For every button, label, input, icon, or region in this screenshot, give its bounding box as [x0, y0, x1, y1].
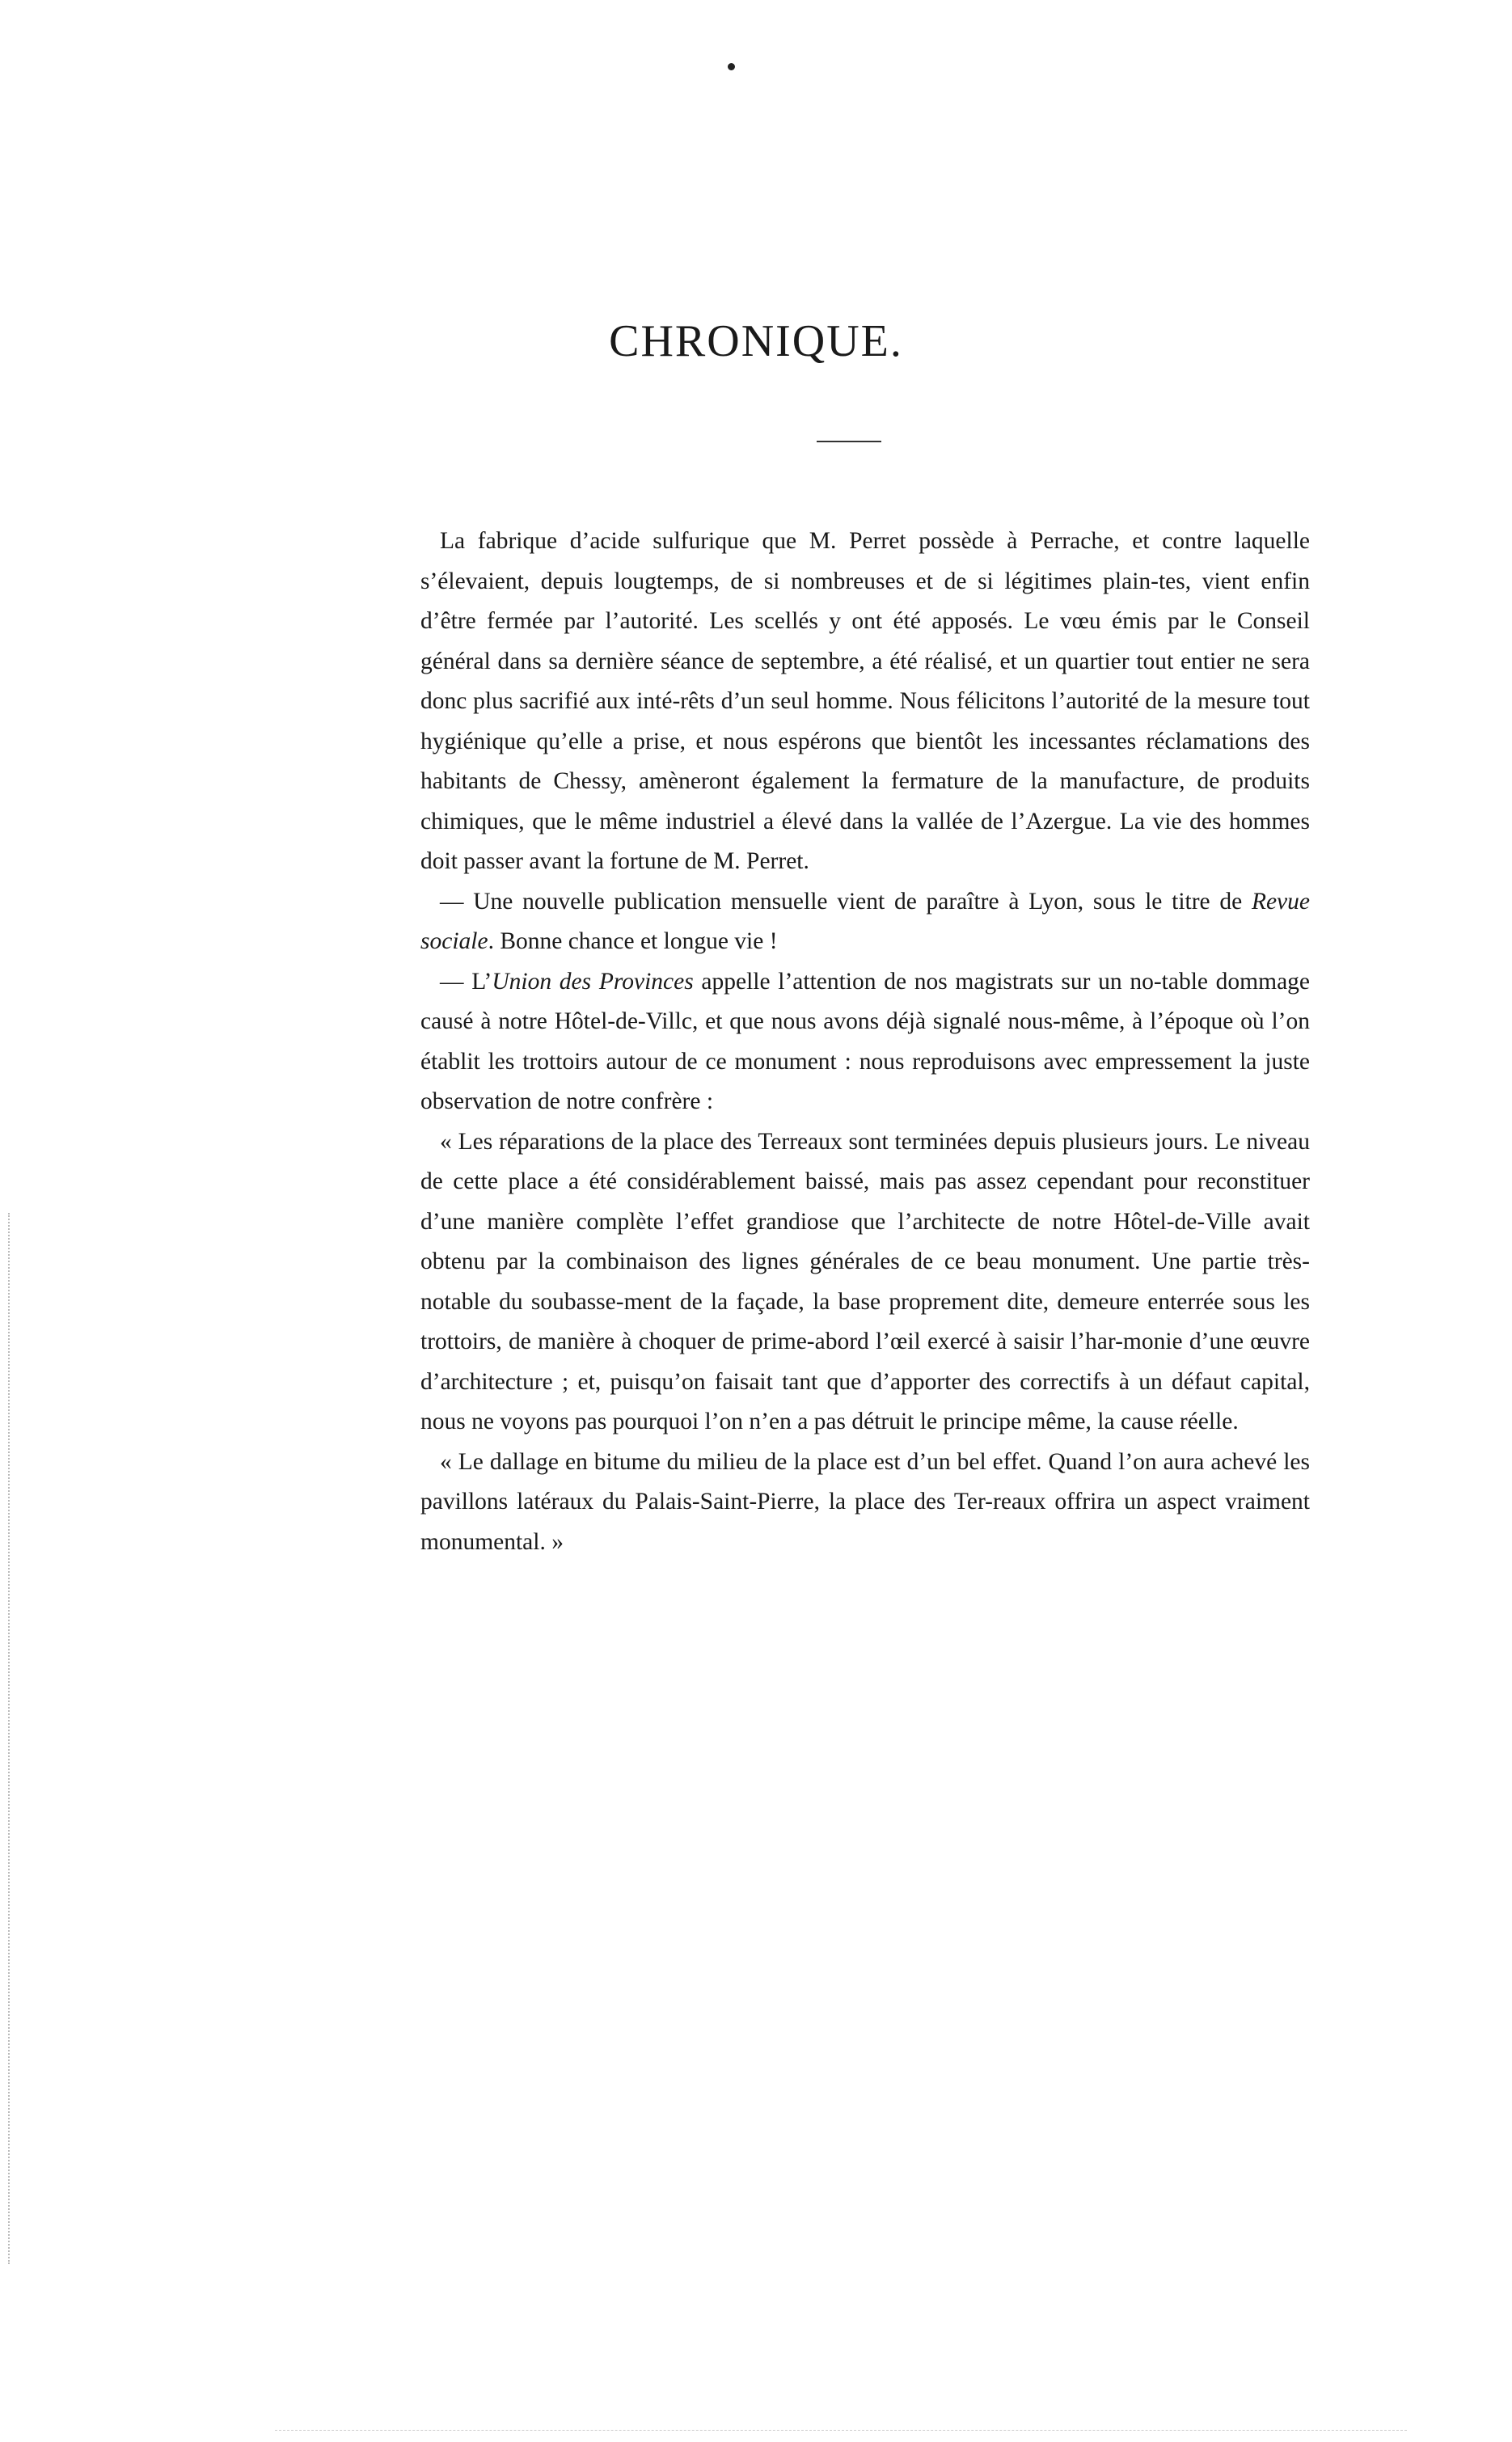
union-body-text: appelle l’attention de nos magistrats sur un no-table dommage causé à notre Hôtel-de-Villc, et que nous avons déjà signalé nous-même, à l’époque où l’on établit les trottoirs autour de ce monument : nous reproduisons avec empressement la juste observation de notre confrère :	[420, 968, 1311, 1114]
ink-dot	[728, 63, 735, 70]
paragraph-revue-sociale	[420, 882, 1310, 962]
paragraph-quote-terreaux: « Les réparations de la place des Terreaux sont terminées depuis plusieurs jours. Le niveau de cette place a été considérablement baissé, mais pas assez cependant pour reconstituer d’une manière complète l’effet grandiose que l’architecte de notre Hôtel-de-Ville avait obtenu par la combinaison des lignes générales de ce beau monument. Une partie très-notable du soubasse-ment de la façade, la base proprement dite, demeure enterrée sous les trottoirs, de manière à choquer de prime-abord l’œil exercé à saisir l’har-monie d’une œuvre d’architecture ; et, puisqu’on faisait tant que d’apporter des correctifs à un défaut capital, nous ne voyons pas pourquoi l’on n’en a pas détruit le principe même, la cause réelle.	[420, 1128, 1310, 1434]
revue-intro-text: — Une nouvelle publication mensuelle vient de paraître à Lyon, sous le titre de	[440, 888, 1252, 915]
union-intro-text: — L’	[440, 968, 492, 995]
revue-title-italic: Revue sociale	[420, 888, 1310, 954]
page-title: CHRONIQUE.	[609, 316, 903, 366]
paragraph-union-provinces	[420, 962, 1310, 1122]
paragraph-perret-factory: La fabrique d’acide sulfurique que M. Perret possède à Perrache, et contre laquelle s’élevaient, depuis lougtemps, de si nombreuses et de si légitimes plain-tes, vient enfin d’être fermée par l’autorité. Les scellés y ont été apposés. Le vœu émis par le Conseil général dans sa dernière séance de septembre, a été réalisé, et un quartier tout entier ne sera donc plus sacrifié aux inté-rêts d’un seul homme. Nous félicitons l’autorité de la mesure tout hygiénique qu’elle a prise, et nous espérons que bientôt les incessantes réclamations des habitants de Chessy, amèneront également la fermature de la manufacture, de produits chimiques, que le même industriel a élevé dans la vallée de l’Azergue. La vie des hommes doit passer avant la fortune de M. Perret.	[420, 528, 1310, 874]
scan-margin-marks	[8, 1213, 11, 2264]
scan-bottom-edge	[275, 2430, 1407, 2431]
title-divider	[817, 441, 881, 442]
article-body	[420, 522, 1310, 1562]
union-title-italic: Union des Provinces	[492, 968, 694, 995]
revue-outro-text: . Bonne chance et longue vie !	[488, 928, 778, 954]
paragraph-quote-dallage: « Le dallage en bitume du milieu de la place est d’un bel effet. Quand l’on aura achevé les pavillons latéraux du Palais-Saint-Pierre, la place des Ter-reaux offrira un aspect vraiment monumental. »	[420, 1448, 1310, 1555]
